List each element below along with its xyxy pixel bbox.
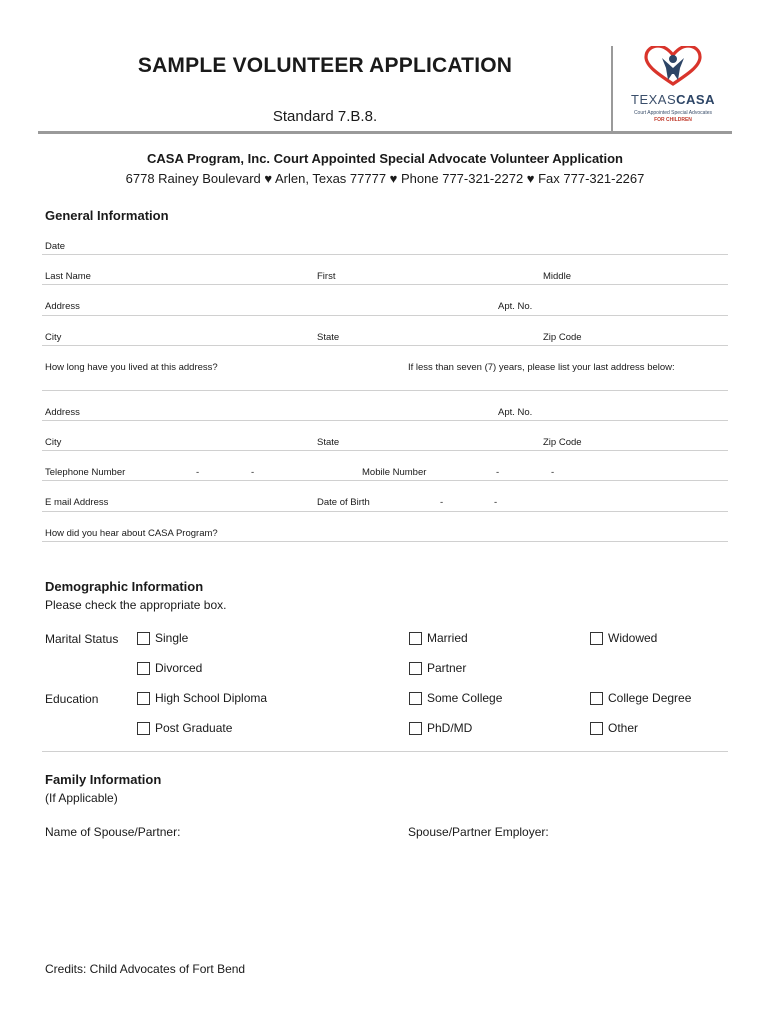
family-heading: Family Information <box>45 772 162 787</box>
last-name-label: Last Name <box>45 271 91 282</box>
checkbox-phd-md[interactable]: PhD/MD <box>409 721 472 735</box>
how-long-line[interactable] <box>42 390 728 391</box>
email-label: E mail Address <box>45 497 109 508</box>
checkbox-icon[interactable] <box>137 692 150 705</box>
first-name-label: First <box>317 271 336 282</box>
how-long-label: How long have you lived at this address? <box>45 362 218 373</box>
zip-label: Zip Code <box>543 332 582 343</box>
telephone-label: Telephone Number <box>45 467 126 478</box>
checkbox-other[interactable]: Other <box>590 721 638 735</box>
spouse-name-label: Name of Spouse/Partner: <box>45 825 181 839</box>
apt-label: Apt. No. <box>498 301 533 312</box>
telephone-dash-2: - <box>251 467 255 478</box>
checkbox-icon[interactable] <box>409 632 422 645</box>
dob-label: Date of Birth <box>317 497 370 508</box>
hear-about-label: How did you hear about CASA Program? <box>45 528 218 539</box>
if-less-label: If less than seven (7) years, please list your last address below: <box>408 362 675 373</box>
general-information-heading: General Information <box>45 208 169 223</box>
date-label: Date <box>45 241 66 252</box>
checkbox-icon[interactable] <box>590 722 603 735</box>
telephone-line[interactable] <box>42 480 728 481</box>
email-line[interactable] <box>42 511 728 512</box>
family-sub: (If Applicable) <box>45 791 118 805</box>
dob-dash-2: - <box>494 497 498 508</box>
checkbox-icon[interactable] <box>409 722 422 735</box>
dob-dash-1: - <box>440 497 444 508</box>
credits: Credits: Child Advocates of Fort Bend <box>45 962 246 976</box>
logo-wordmark: TEXASCASA <box>631 92 715 107</box>
checkbox-some-college[interactable]: Some College <box>409 691 502 705</box>
middle-name-label: Middle <box>543 271 571 282</box>
checkbox-divorced[interactable]: Divorced <box>137 661 202 675</box>
education-label: Education <box>45 692 99 706</box>
org-name: CASA Program, Inc. Court Appointed Special Advocate Volunteer Application <box>147 151 623 166</box>
state-label: State <box>317 332 340 343</box>
spouse-employer-label: Spouse/Partner Employer: <box>408 825 549 839</box>
previous-address-line[interactable] <box>42 420 728 421</box>
city-label: City <box>45 332 62 343</box>
demographic-divider <box>42 751 728 752</box>
checkbox-icon[interactable] <box>409 662 422 675</box>
mobile-dash-1: - <box>496 467 500 478</box>
checkbox-icon[interactable] <box>137 722 150 735</box>
city-line[interactable] <box>42 345 728 346</box>
checkbox-married[interactable]: Married <box>409 631 468 645</box>
marital-status-label: Marital Status <box>45 632 119 646</box>
previous-zip-label: Zip Code <box>543 437 582 448</box>
logo-tagline: Court Appointed Special Advocates <box>633 110 713 116</box>
telephone-dash-1: - <box>196 467 200 478</box>
header-divider-horizontal <box>38 131 732 134</box>
checkbox-high-school[interactable]: High School Diploma <box>137 691 267 705</box>
org-address: 6778 Rainey Boulevard ♥ Arlen, Texas 77777 ♥ Phone 777-321-2272 ♥ Fax 777-321-2267 <box>125 171 645 186</box>
checkbox-widowed[interactable]: Widowed <box>590 631 657 645</box>
checkbox-college-degree[interactable]: College Degree <box>590 691 691 705</box>
checkbox-post-graduate[interactable]: Post Graduate <box>137 721 232 735</box>
demographic-heading: Demographic Information <box>45 579 204 594</box>
checkbox-partner[interactable]: Partner <box>409 661 466 675</box>
logo-tagline-children: FOR CHILDREN <box>654 117 692 123</box>
previous-address-label: Address <box>45 407 80 418</box>
date-line[interactable] <box>42 254 728 255</box>
hear-about-line[interactable] <box>42 541 728 542</box>
previous-city-line[interactable] <box>42 450 728 451</box>
demographic-instruction: Please check the appropriate box. <box>45 598 227 612</box>
address-line[interactable] <box>42 315 728 316</box>
page-title: SAMPLE VOLUNTEER APPLICATION <box>137 54 513 77</box>
checkbox-icon[interactable] <box>590 692 603 705</box>
mobile-label: Mobile Number <box>362 467 427 478</box>
previous-state-label: State <box>317 437 340 448</box>
checkbox-icon[interactable] <box>409 692 422 705</box>
checkbox-icon[interactable] <box>590 632 603 645</box>
checkbox-icon[interactable] <box>137 632 150 645</box>
name-line[interactable] <box>42 284 728 285</box>
previous-city-label: City <box>45 437 62 448</box>
checkbox-single[interactable]: Single <box>137 631 188 645</box>
previous-apt-label: Apt. No. <box>498 407 533 418</box>
mobile-dash-2: - <box>551 467 555 478</box>
header-divider-vertical <box>611 46 613 132</box>
checkbox-icon[interactable] <box>137 662 150 675</box>
address-label: Address <box>45 301 80 312</box>
standard-number: Standard 7.B.8. <box>272 108 378 125</box>
